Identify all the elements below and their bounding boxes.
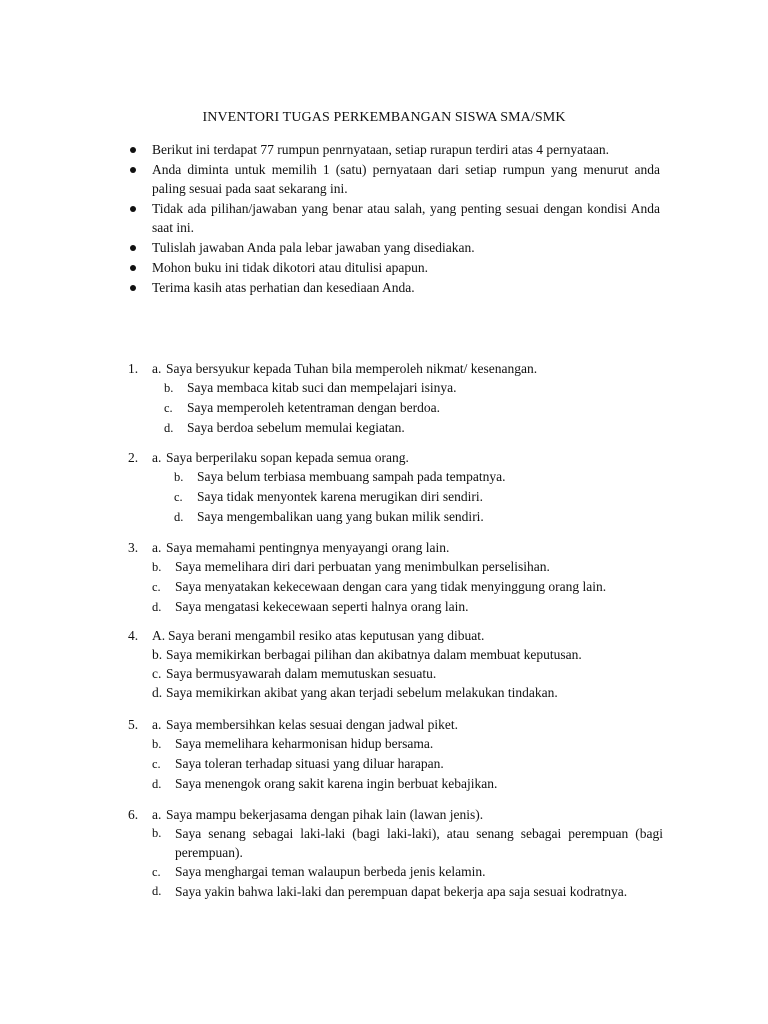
bullet-icon bbox=[130, 265, 136, 271]
bullet-icon bbox=[130, 147, 136, 153]
question-3 bbox=[128, 538, 663, 617]
question-number: 4. bbox=[128, 628, 139, 643]
question-number: 5. bbox=[128, 717, 139, 732]
option-a: a. Saya berperilaku sopan kepada semua orang. bbox=[152, 450, 409, 465]
question-number: 3. bbox=[128, 540, 139, 555]
bullet-icon bbox=[130, 285, 136, 291]
option-c: c. Saya menghargai teman walaupun berbeda jenis kelamin. bbox=[152, 864, 486, 879]
instruction-item: Anda diminta untuk memilih 1 (satu) pernyataan dari setiap rumpun yang menurut anda paling sesuai pada saat sekarang ini. bbox=[130, 160, 660, 198]
option-c: c. Saya toleran terhadap situasi yang diluar harapan. bbox=[152, 756, 444, 771]
option-a: a. Saya memahami pentingnya menyayangi orang lain. bbox=[152, 540, 450, 555]
question-2 bbox=[128, 448, 663, 527]
option-a: a. Saya bersyukur kepada Tuhan bila memperoleh nikmat/ kesenangan. bbox=[152, 361, 538, 376]
option-a: a. Saya membersihkan kelas sesuai dengan jadwal piket. bbox=[152, 717, 459, 732]
bullet-icon bbox=[130, 167, 136, 173]
bullet-icon bbox=[130, 245, 136, 251]
option-c: c. Saya tidak menyontek karena merugikan diri sendiri. bbox=[174, 489, 484, 504]
question-5 bbox=[128, 715, 663, 794]
instruction-item: Tidak ada pilihan/jawaban yang benar atau salah, yang penting sesuai dengan kondisi Anda saat ini. bbox=[130, 199, 660, 237]
option-c: c. Saya memperoleh ketentraman dengan berdoa. bbox=[164, 400, 441, 415]
option-b: b. Saya memelihara keharmonisan hidup bersama. bbox=[152, 736, 434, 751]
option-a: A. Saya berani mengambil resiko atas keputusan yang dibuat. bbox=[152, 628, 485, 643]
option-b: b. Saya membaca kitab suci dan mempelajari isinya. bbox=[164, 380, 457, 395]
bullet-icon bbox=[130, 206, 136, 212]
option-d: d. Saya berdoa sebelum memulai kegiatan. bbox=[164, 420, 405, 435]
question-number: 1. bbox=[128, 361, 139, 376]
question-number: 2. bbox=[128, 450, 139, 465]
option-c: c. Saya bermusyawarah dalam memutuskan sesuatu. bbox=[152, 666, 437, 681]
option-b: b. Saya memikirkan berbagai pilihan dan akibatnya dalam membuat keputusan. bbox=[152, 647, 582, 662]
question-6 bbox=[128, 805, 663, 901]
instruction-item: Mohon buku ini tidak dikotori atau ditulisi apapun. bbox=[130, 258, 660, 277]
option-d: d. Saya menengok orang sakit karena ingin berbuat kebajikan. bbox=[152, 776, 498, 791]
question-4 bbox=[128, 626, 663, 702]
instructions-list bbox=[130, 140, 660, 298]
option-d: d. Saya mengatasi kekecewaan seperti halnya orang lain. bbox=[152, 599, 469, 614]
instruction-item: Tulislah jawaban Anda pala lebar jawaban yang disediakan. bbox=[130, 238, 660, 257]
option-b: b. Saya memelihara diri dari perbuatan yang menimbulkan perselisihan. bbox=[152, 559, 550, 574]
option-d: d. Saya memikirkan akibat yang akan terjadi sebelum melakukan tindakan. bbox=[152, 685, 558, 700]
option-c: c. Saya menyatakan kekecewaan dengan cara yang tidak menyinggung orang lain. bbox=[152, 579, 607, 594]
option-b: b. Saya senang sebagai laki-laki (bagi laki-laki), atau senang sebagai perempuan (bagi perempuan). bbox=[152, 826, 663, 860]
option-d: d. Saya yakin bahwa laki-laki dan perempuan dapat bekerja apa saja sesuai kodratnya. bbox=[152, 884, 628, 899]
option-b: b. Saya belum terbiasa membuang sampah pada tempatnya. bbox=[174, 469, 506, 484]
option-d: d. Saya mengembalikan uang yang bukan milik sendiri. bbox=[174, 509, 484, 524]
instruction-item: Terima kasih atas perhatian dan kesediaan Anda. bbox=[130, 278, 660, 297]
instruction-item: Berikut ini terdapat 77 rumpun penrnyataan, setiap rurapun terdiri atas 4 pernyataan. bbox=[130, 140, 660, 159]
option-a: a. Saya mampu bekerjasama dengan pihak lain (lawan jenis). bbox=[152, 807, 484, 822]
question-number: 6. bbox=[128, 807, 139, 822]
question-1 bbox=[128, 359, 663, 438]
document-title: INVENTORI TUGAS PERKEMBANGAN SISWA SMA/SMK bbox=[202, 110, 566, 125]
